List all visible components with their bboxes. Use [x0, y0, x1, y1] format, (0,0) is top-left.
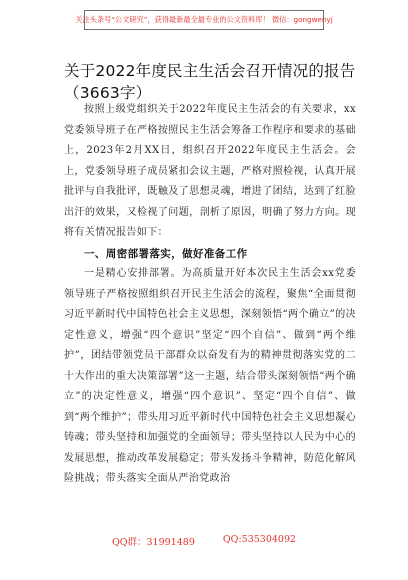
intro-paragraph: 按照上级党组织关于2022年度民主生活会的有关要求，xx党委领导班子在严格按照民主生活会筹备工作程序和要求的基础上，2023年2月XX日，组织召开2022年度民主生活会。会上，党委领导班子成员紧扣会议主题，严格对照检视，认真开展批评与自我批评，既触及了思想灵魂，增进了团结，达到了红脸出汗的效果，又检视了问题，剖析了原因，明确了努力方向。现将有关情况报告如下： — [64, 104, 356, 238]
section-heading-1: 一、周密部署落实，做好准备工作 — [84, 247, 248, 260]
document-body — [64, 100, 356, 490]
promo-banner-text: 关注头条号“公文研究”，获得最新最全最专业的公文资料库！ 微信：gongwenyj — [75, 15, 333, 24]
title-line-main: 关于2022年度民主生活会召开情况的报告 — [64, 62, 356, 80]
qq-group-number: QQ群：31991489 — [111, 537, 195, 548]
section-1-paragraph: 一是精心安排部署。为高质量开好本次民主生活会xx党委领导班子严格按照组织召开民主生活会的流程，聚焦“全面贯彻习近平新时代中国特色社会主义思想，深刻领悟“两个确立”的决定性意义，增强“四个意识”坚定“四个自信”、做到“两个维护”，团结带领党员干部群众以奋发有为的精神贯彻落实党的二十大作出的重大决策部署”这一主题，结合带头深刻领悟“两个确立”的决定性意义，增强“四个意识”、坚定“四个自信”、做到“两个维护”；带头用习近平新时代中国特色社会主义思想凝心铸魂；带头坚持和加强党的全面领导；带头坚持以人民为中心的发展思想，推动改革发展稳定；带头发扬斗争精神，防范化解风险挑战；带头落实全面从严治党政治 — [64, 268, 356, 484]
document-title — [64, 60, 364, 104]
promo-banner — [75, 10, 333, 30]
title-word-count: （3663字） — [64, 84, 152, 102]
qq-number: QQ:535304092 — [222, 534, 297, 545]
contact-footer — [0, 534, 408, 548]
